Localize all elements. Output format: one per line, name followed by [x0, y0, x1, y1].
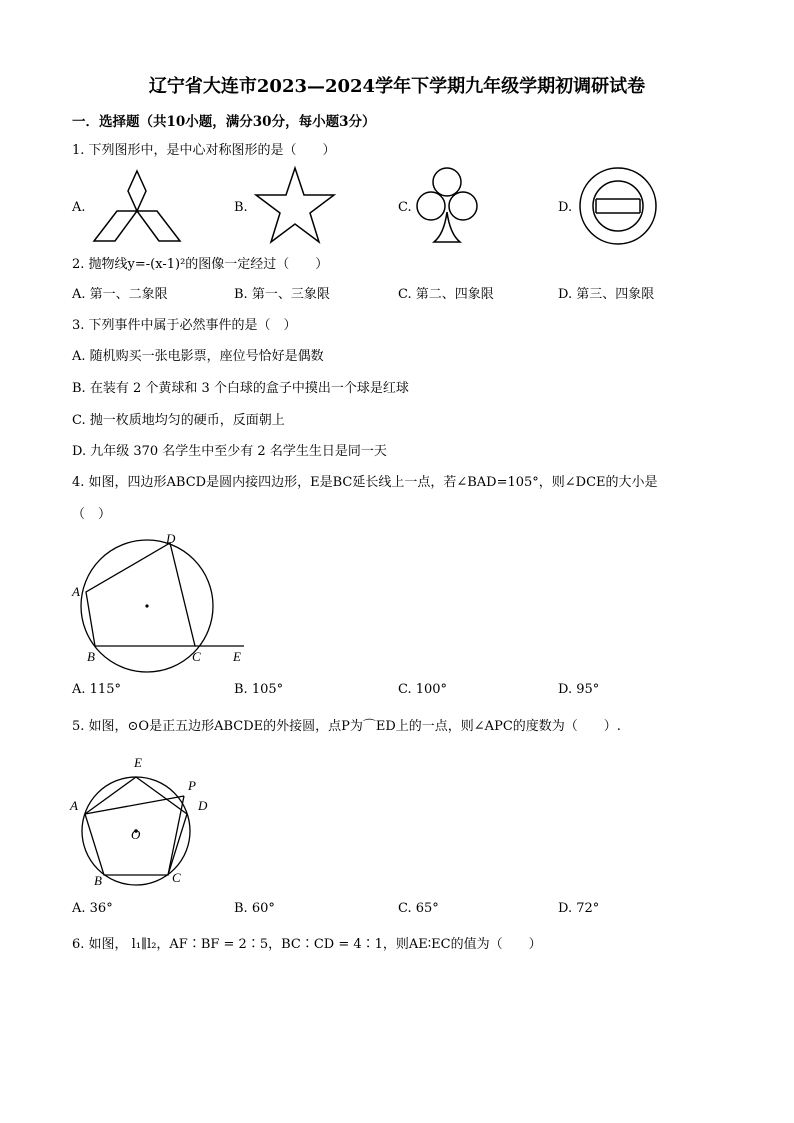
q5-label-d: D: [198, 798, 208, 813]
q4-figure: [66, 530, 256, 670]
circle-bars-figure: [578, 166, 658, 246]
q4-label-e: E: [233, 649, 241, 664]
star-figure: [252, 165, 338, 245]
q4-label-b: B: [87, 649, 95, 664]
q5-label-b: B: [94, 873, 102, 888]
q4-stem: 4. 如图，四边形ABCD是圆内接四边形，E是BC延长线上一点，若∠BAD=105°，则∠DCE的大小是: [72, 475, 658, 490]
q1-option-d: D.: [558, 200, 573, 215]
q5-option-c: C. 65°: [398, 901, 439, 916]
q1-option-b: B.: [234, 200, 248, 215]
q5-figure: [64, 750, 224, 892]
section-heading: 一．选择题（共10小题，满分30分，每小题3分）: [72, 114, 376, 130]
q5-label-e: E: [134, 755, 142, 770]
q2-option-b: B. 第一、三象限: [234, 287, 330, 302]
q2-option-a: A. 第一、二象限: [72, 287, 168, 302]
q1-stem: 1. 下列图形中，是中心对称图形的是（ ）: [72, 143, 336, 158]
q4-label-d: D: [166, 531, 176, 546]
exam-title: 辽宁省大连市2023—2024学年下学期九年级学期初调研试卷: [148, 76, 646, 97]
q5-label-a: A: [70, 798, 78, 813]
q5-label-c: C: [172, 870, 181, 885]
mitsubishi-figure: [90, 165, 186, 245]
club-figure: [414, 162, 480, 246]
q3-option-b: B. 在装有 2 个黄球和 3 个白球的盒子中摸出一个球是红球: [72, 381, 409, 396]
q4-option-d: D. 95°: [558, 682, 600, 697]
q5-label-p: P: [188, 778, 196, 793]
q2-option-c: C. 第二、四象限: [398, 287, 494, 302]
q4-label-a: A: [72, 584, 80, 599]
q4-option-c: C. 100°: [398, 682, 448, 697]
q4-option-a: A. 115°: [72, 682, 121, 697]
q5-stem: 5. 如图，⊙O是正五边形ABCDE的外接圆，点P为⌒ED上的一点，则∠APC的度数为（ ）.: [72, 719, 621, 734]
q1-option-c: C.: [398, 200, 412, 215]
q2-option-d: D. 第三、四象限: [558, 287, 655, 302]
q4-option-b: B. 105°: [234, 682, 284, 697]
q3-stem: 3. 下列事件中属于必然事件的是（ ）: [72, 318, 297, 333]
q5-option-d: D. 72°: [558, 901, 600, 916]
q2-stem: 2. 抛物线y=-(x-1)²的图像一定经过（ ）: [72, 257, 329, 272]
q5-option-a: A. 36°: [72, 901, 113, 916]
q6-stem: 6. 如图， l₁∥l₂，AF∶BF = 2∶5，BC∶CD = 4∶1，则AE∶EC的值为（ ）: [72, 937, 542, 952]
q4-label-c: C: [192, 649, 201, 664]
q3-option-a: A. 随机购买一张电影票，座位号恰好是偶数: [72, 349, 324, 364]
q1-option-a: A.: [72, 200, 86, 215]
q3-option-c: C. 抛一枚质地均匀的硬币，反面朝上: [72, 413, 285, 428]
q5-label-o: O: [131, 827, 141, 842]
q5-option-b: B. 60°: [234, 901, 275, 916]
q3-option-d: D. 九年级 370 名学生中至少有 2 名学生生日是同一天: [72, 444, 387, 459]
q4-stem-paren: （ ）: [72, 507, 112, 522]
